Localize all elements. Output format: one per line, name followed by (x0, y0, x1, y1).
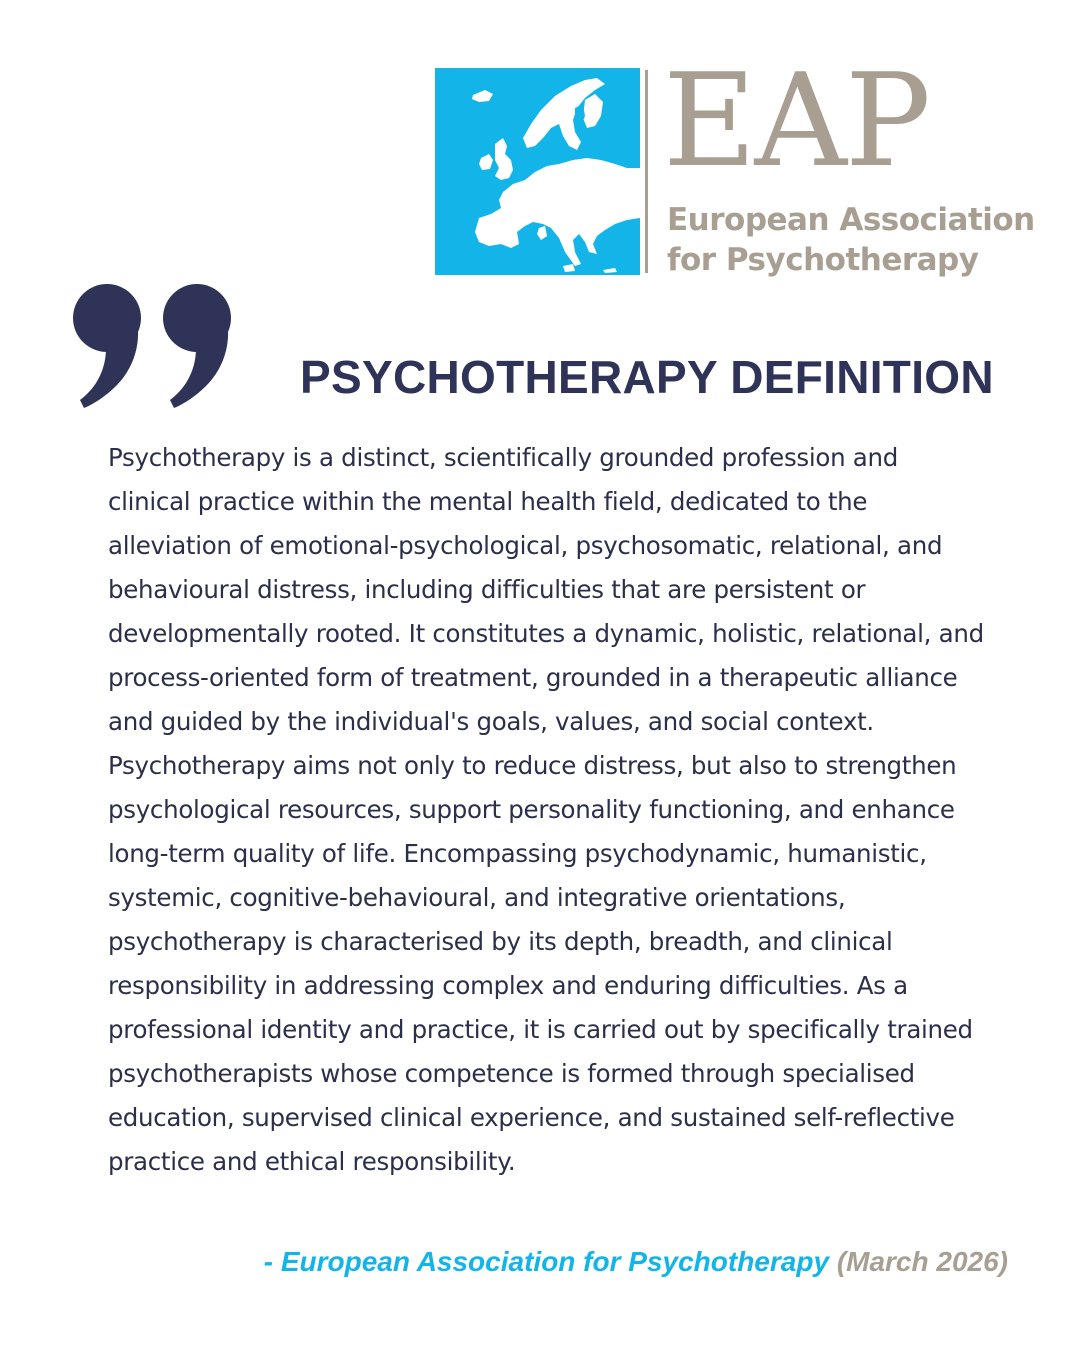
definition-line: long-term quality of life. Encompassing psychodynamic, humanistic, (108, 839, 927, 868)
attribution (264, 1242, 1008, 1282)
definition-line: Psychotherapy is a distinct, scientifically grounded profession and (108, 443, 898, 472)
definition-line: and guided by the individual's goals, values, and social context. (108, 707, 874, 736)
page-heading: PSYCHOTHERAPY DEFINITION (300, 351, 994, 403)
quote-mark-shapes (73, 284, 231, 408)
definition-line: psychotherapy is characterised by its depth, breadth, and clinical (108, 927, 893, 956)
definition-line: practice and ethical responsibility. (108, 1147, 516, 1176)
definition-line: professional identity and practice, it is carried out by specifically trained (108, 1015, 973, 1044)
definition-line: behavioural distress, including difficulties that are persistent or (108, 575, 866, 604)
definition-line: Psychotherapy aims not only to reduce distress, but also to strengthen (108, 751, 957, 780)
attribution-source: - European Association for Psychotherapy (263, 1246, 830, 1277)
definition-line: developmentally rooted. It constitutes a dynamic, holistic, relational, and (108, 619, 984, 648)
definition-line: alleviation of emotional-psychological, psychosomatic, relational, and (108, 531, 943, 560)
logo-organization-name (667, 200, 1035, 280)
definition-text (108, 436, 1008, 1184)
logo-name-line-1: European Association (667, 202, 1035, 238)
definition-line: psychological resources, support personality functioning, and enhance (108, 795, 955, 824)
logo-acronym: EAP (663, 47, 929, 196)
closing-quote-icon (72, 282, 240, 412)
definition-line: clinical practice within the mental health field, dedicated to the (108, 487, 868, 516)
definition-line: education, supervised clinical experience, and sustained self-reflective (108, 1103, 955, 1132)
definition-line: psychotherapists whose competence is formed through specialised (108, 1059, 915, 1088)
europe-map-icon (435, 68, 640, 275)
definition-line: responsibility in addressing complex and enduring difficulties. As a (108, 971, 908, 1000)
logo-name-line-2: for Psychotherapy (667, 242, 979, 278)
attribution-date: (March 2026) (836, 1246, 1008, 1277)
definition-line: process-oriented form of treatment, grounded in a therapeutic alliance (108, 663, 958, 692)
logo-divider (645, 70, 648, 273)
eap-logo (435, 47, 1035, 278)
definition-line: systemic, cognitive-behavioural, and integrative orientations, (108, 883, 846, 912)
